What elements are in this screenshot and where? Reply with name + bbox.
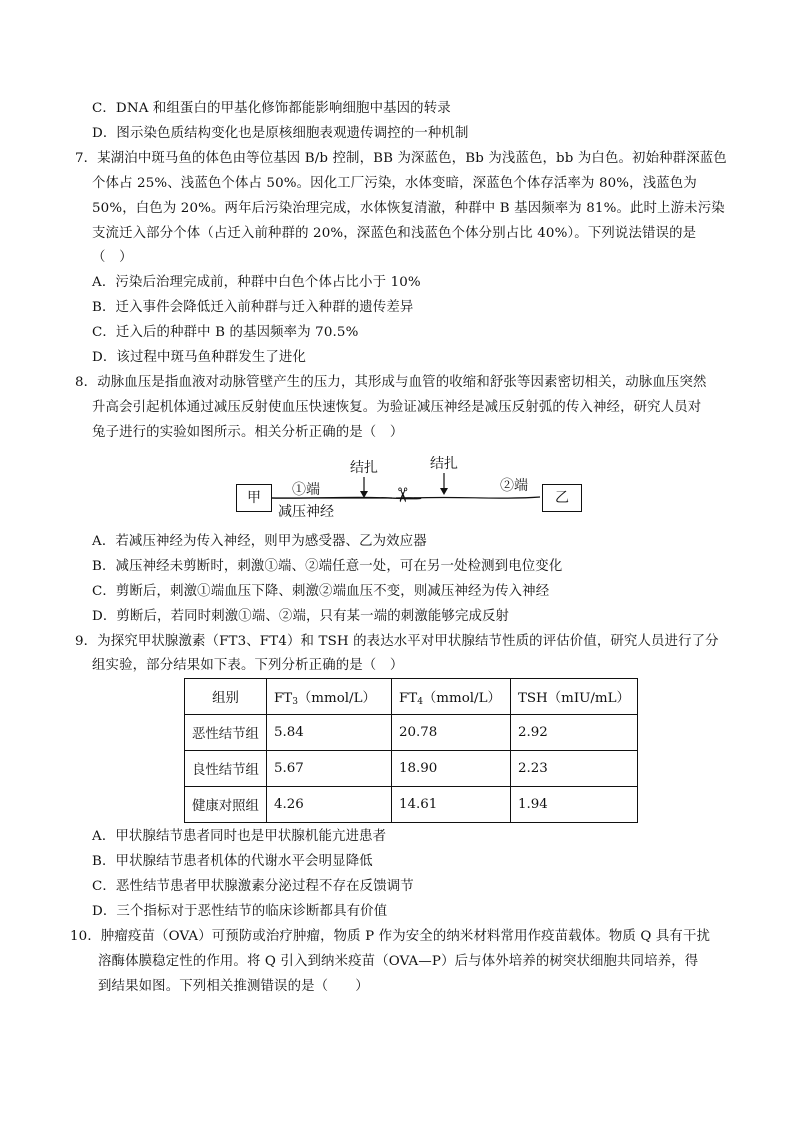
table-row	[185, 787, 638, 823]
table-row	[185, 715, 638, 751]
scissors-icon: ✂	[390, 486, 415, 504]
q6-option-d: D．图示染色质结构变化也是原核细胞表观遗传调控的一种机制	[92, 126, 469, 141]
table-header-row	[185, 679, 638, 715]
q9-option-c: C．恶性结节患者甲状腺激素分泌过程不存在反馈调节	[92, 879, 414, 894]
nerve-right-segment	[414, 497, 540, 498]
q7-stem-line1: 7．某湖泊中斑马鱼的体色由等位基因 B/b 控制，BB 为深蓝色，Bb 为浅蓝色，bb 为白色。初始种群深蓝色	[75, 151, 727, 166]
q9-stem-line1: 9．为探究甲状腺激素（FT3、FT4）和 TSH 的表达水平对甲状腺结节性质的评估价值，研究人员进行了分	[75, 634, 719, 649]
q9-stem-line2: 组实验，部分结果如下表。下列分析正确的是（ ）	[92, 658, 404, 673]
q9-option-b: B．甲状腺结节患者机体的代谢水平会明显降低	[92, 854, 373, 869]
header-group: 组别	[185, 679, 267, 715]
end-2-label: ②端	[500, 478, 528, 494]
q10-stem-line2: 溶酶体膜稳定性的作用。将 Q 引入到纳米疫苗（OVA—P）后与体外培养的树突状细胞共同培养，得	[98, 954, 699, 969]
q8-stem-line1: 8．动脉血压是指血液对动脉管壁产生的压力，其形成与血管的收缩和舒张等因素密切相关，动脉血压突然	[75, 375, 707, 390]
q9-option-d: D．三个指标对于恶性结节的临床诊断都具有价值	[92, 904, 388, 919]
header-tsh: TSH（mIU/mL）	[510, 679, 637, 715]
table-row	[185, 751, 638, 787]
q8-option-d: D．剪断后，若同时刺激①端、②端，只有某一端的刺激能够完成反射	[92, 609, 510, 624]
header-ft4: $FT_4(mmol/L)$	[391, 679, 510, 715]
q8-option-c: C．剪断后，刺激①端血压下降、刺激②端血压不变，则减压神经为传入神经	[92, 584, 550, 599]
ligature-label-1: 结扎	[350, 460, 378, 476]
box-jia: 甲	[236, 484, 272, 512]
q8-stem-line3: 兔子进行的实验如图所示。相关分析正确的是（ ）	[92, 425, 404, 440]
q7-stem-line3: 50%，白色为 20%。两年后污染治理完成，水体恢复清澈，种群中 B 基因频率为 81%。此时上游未污染	[92, 201, 725, 216]
q8-option-a: A．若减压神经为传入神经，则甲为感受器、乙为效应器	[92, 534, 427, 549]
q7-stem-line2: 个体占 25%、浅蓝色个体占 50%。因化工厂污染，水体变暗，深蓝色个体存活率为 80%，浅蓝色为	[92, 176, 697, 191]
cell-group: 良性结节组	[185, 751, 267, 787]
q10-stem-line3: 到结果如图。下列相关推测错误的是（ ）	[98, 979, 369, 994]
q7-option-c: C．迁入后的种群中 B 的基因频率为 70.5%	[92, 325, 359, 340]
thyroid-results-table	[184, 678, 638, 823]
cell-ft4: 20.78	[391, 715, 510, 751]
q6-option-c: C．DNA 和组蛋白的甲基化修饰都能影响细胞中基因的转录	[92, 101, 451, 116]
box-yi: 乙	[542, 484, 582, 512]
nerve-experiment-diagram	[230, 455, 590, 520]
cell-ft4: 14.61	[391, 787, 510, 823]
cell-ft3: 5.67	[266, 751, 391, 787]
q7-option-a: A．污染后治理完成前，种群中白色个体占比小于 10%	[92, 275, 421, 290]
q10-stem-line1: 10．肿瘤疫苗（OVA）可预防或治疗肿瘤，物质 P 作为安全的纳米材料常用作疫苗载体。物质 Q 具有干扰	[70, 929, 711, 944]
q7-option-d: D．该过程中斑马鱼种群发生了进化	[92, 350, 306, 365]
ligature-arrowhead-2	[440, 488, 448, 495]
header-ft3: $FT_3(mmol/L)$	[266, 679, 391, 715]
cell-tsh: 2.92	[510, 715, 637, 751]
cell-group: 恶性结节组	[185, 715, 267, 751]
q8-option-b: B．减压神经未剪断时，刺激①端、②端任意一处，可在另一处检测到电位变化	[92, 559, 563, 574]
q7-option-b: B．迁入事件会降低迁入前种群与迁入种群的遗传差异	[92, 300, 414, 315]
cell-group: 健康对照组	[185, 787, 267, 823]
ligature-label-2: 结扎	[430, 456, 458, 472]
cell-tsh: 2.23	[510, 751, 637, 787]
cell-ft3: 5.84	[266, 715, 391, 751]
q9-option-a: A．甲状腺结节患者同时也是甲状腺机能亢进患者	[92, 829, 387, 844]
q8-stem-line2: 升高会引起机体通过减压反射使血压快速恢复。为验证减压神经是减压反射弧的传入神经，研究人员对	[92, 400, 702, 415]
q7-stem-line4: 支流迁入部分个体（占迁入前种群的 20%，深蓝色和浅蓝色个体分别占比 40%）。下列说法错误的是	[92, 226, 697, 241]
cell-ft4: 18.90	[391, 751, 510, 787]
cell-tsh: 1.94	[510, 787, 637, 823]
end-1-label: ①端	[292, 482, 320, 498]
nerve-label: 减压神经	[278, 504, 334, 520]
cell-ft3: 4.26	[266, 787, 391, 823]
q7-answer-bracket: （ ）	[92, 250, 133, 265]
